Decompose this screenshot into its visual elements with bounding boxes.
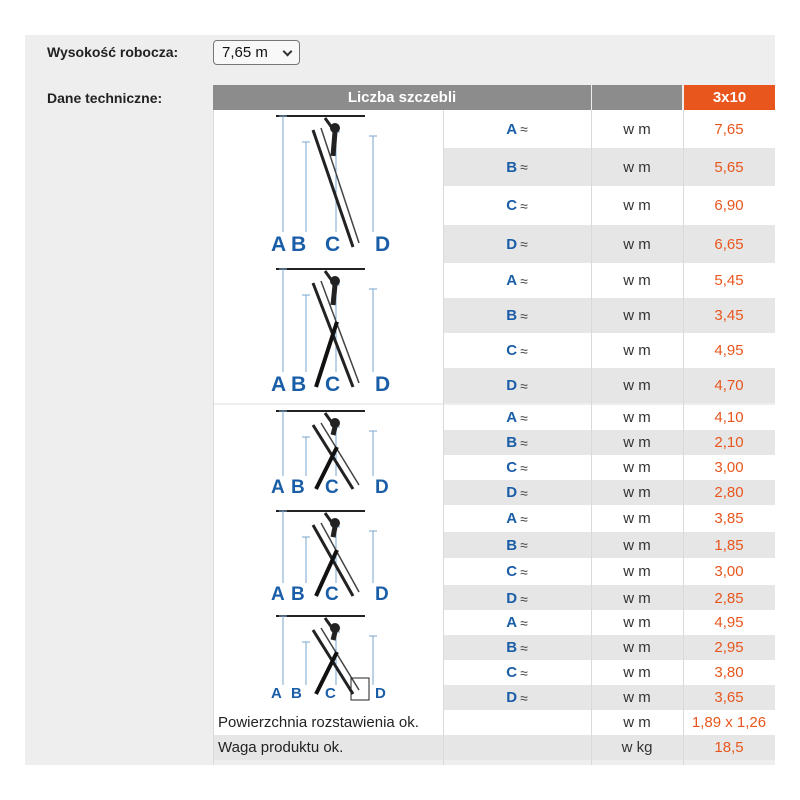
unit-cell: w m bbox=[623, 689, 651, 706]
dimension-letter: B bbox=[506, 307, 518, 324]
col-sep-1 bbox=[213, 110, 214, 765]
approx-sign: ≈ bbox=[520, 377, 528, 394]
diagram-letter-b: B bbox=[291, 584, 305, 605]
diagram-letter-a: A bbox=[271, 477, 285, 498]
approx-sign: ≈ bbox=[520, 639, 528, 656]
table-row bbox=[443, 430, 775, 455]
value-cell: 4,95 bbox=[714, 614, 744, 631]
col-sep-3 bbox=[591, 110, 592, 765]
approx-sign: ≈ bbox=[520, 197, 528, 214]
dimension-label bbox=[443, 298, 591, 333]
table-row bbox=[443, 585, 775, 612]
dimension-letter: C bbox=[506, 197, 518, 214]
diagram-letter-d: D bbox=[375, 233, 391, 256]
footer-value: 1,89 x 1,26 bbox=[691, 714, 767, 731]
diagram-letter-d: D bbox=[375, 584, 389, 605]
approx-sign: ≈ bbox=[520, 459, 528, 476]
dimension-label bbox=[443, 263, 591, 298]
table-row bbox=[443, 505, 775, 532]
ladder-illustration-icon bbox=[213, 110, 443, 263]
value-cell: 3,45 bbox=[714, 307, 744, 324]
unit-cell: w m bbox=[623, 484, 651, 501]
diagram-letter-b: B bbox=[291, 477, 305, 498]
dimension-label bbox=[443, 660, 591, 685]
table-row bbox=[443, 660, 775, 685]
diagram-letter-b: B bbox=[291, 373, 307, 396]
table-row bbox=[443, 610, 775, 635]
value-cell: 6,90 bbox=[714, 197, 744, 214]
unit-cell: w m bbox=[623, 235, 651, 253]
diagram-letter-d: D bbox=[375, 373, 391, 396]
dimension-letter: D bbox=[506, 590, 518, 607]
ladder-illustration-icon bbox=[213, 263, 443, 403]
table-row bbox=[443, 333, 775, 368]
approx-sign: ≈ bbox=[520, 236, 528, 252]
unit-cell: w m bbox=[623, 342, 651, 359]
diagram-letter-d: D bbox=[375, 477, 389, 498]
table-row bbox=[443, 110, 775, 148]
dimension-label bbox=[443, 186, 591, 225]
table-row bbox=[443, 558, 775, 585]
footer-text: Powierzchnia rozstawienia ok. bbox=[218, 714, 419, 731]
approx-sign: ≈ bbox=[520, 484, 528, 501]
value-cell: 5,45 bbox=[714, 272, 744, 289]
dimension-letter: A bbox=[506, 510, 518, 527]
unit-cell: w m bbox=[623, 307, 651, 324]
table-row bbox=[443, 685, 775, 710]
dimension-label bbox=[443, 455, 591, 480]
diagram-letter-c: C bbox=[325, 373, 341, 396]
table-row bbox=[443, 225, 775, 263]
unit-cell: w m bbox=[623, 272, 651, 289]
diagram-letter-c: C bbox=[325, 584, 339, 605]
footer-value: 18,5 bbox=[714, 739, 744, 756]
chevron-down-icon bbox=[283, 47, 293, 57]
approx-sign: ≈ bbox=[520, 664, 528, 681]
dimension-label bbox=[443, 610, 591, 635]
dimension-letter: C bbox=[506, 342, 518, 359]
unit-cell: w m bbox=[623, 459, 651, 476]
diagram-letter-a: A bbox=[271, 685, 282, 702]
value-cell: 4,10 bbox=[714, 409, 744, 426]
approx-sign: ≈ bbox=[520, 342, 528, 359]
approx-sign: ≈ bbox=[520, 434, 528, 451]
approx-sign: ≈ bbox=[520, 590, 528, 607]
approx-sign: ≈ bbox=[520, 272, 528, 289]
dimension-label bbox=[443, 505, 591, 532]
dimension-letter: A bbox=[506, 614, 518, 631]
diagram-letter-a: A bbox=[271, 584, 285, 605]
approx-sign: ≈ bbox=[520, 159, 528, 175]
diagram-letter-b: B bbox=[291, 233, 307, 256]
footer-row bbox=[213, 735, 775, 760]
value-cell: 2,10 bbox=[714, 434, 744, 451]
unit-cell: w m bbox=[623, 434, 651, 451]
ladder-illustration-icon bbox=[213, 405, 443, 505]
unit-cell: w m bbox=[623, 590, 651, 607]
approx-sign: ≈ bbox=[520, 537, 528, 553]
approx-sign: ≈ bbox=[520, 121, 528, 137]
table-row bbox=[443, 263, 775, 298]
dimension-letter: C bbox=[506, 459, 518, 476]
value-cell: 3,80 bbox=[714, 664, 744, 681]
unit-cell: w m bbox=[623, 120, 651, 138]
dimension-label bbox=[443, 405, 591, 430]
unit-cell: w m bbox=[623, 409, 651, 426]
working-height-select[interactable] bbox=[213, 40, 300, 65]
dimension-letter: B bbox=[506, 639, 518, 656]
header-model: 3x10 bbox=[684, 85, 775, 110]
table-row bbox=[443, 480, 775, 505]
footer-text: Waga produktu ok. bbox=[218, 739, 344, 756]
dimension-label bbox=[443, 110, 591, 148]
value-cell: 2,80 bbox=[714, 484, 744, 501]
table-row bbox=[443, 532, 775, 558]
footer-unit: w m bbox=[623, 714, 651, 731]
ladder-illustration-icon bbox=[213, 505, 443, 612]
dimension-label bbox=[443, 532, 591, 558]
value-cell: 5,65 bbox=[714, 158, 744, 176]
dimension-letter: C bbox=[506, 664, 518, 681]
dimension-letter: D bbox=[506, 377, 518, 394]
dimension-letter: C bbox=[506, 563, 518, 580]
value-cell: 2,85 bbox=[714, 590, 744, 607]
diagram-letter-d: D bbox=[375, 685, 386, 702]
unit-cell: w m bbox=[623, 536, 651, 554]
unit-cell: w m bbox=[623, 197, 651, 214]
dimension-label bbox=[443, 225, 591, 263]
dimension-label bbox=[443, 368, 591, 403]
value-cell: 6,65 bbox=[714, 235, 744, 253]
diagram-letter-a: A bbox=[271, 233, 287, 256]
ladder-diagram-5 bbox=[213, 610, 443, 710]
dimension-letter: B bbox=[506, 434, 518, 451]
table-row bbox=[443, 635, 775, 660]
value-cell: 1,85 bbox=[714, 536, 744, 554]
dimension-label bbox=[443, 635, 591, 660]
diagram-letter-b: B bbox=[291, 685, 302, 702]
unit-cell: w m bbox=[623, 377, 651, 394]
col-sep-2 bbox=[443, 110, 444, 765]
tech-data-label: Dane techniczne: bbox=[47, 90, 163, 106]
working-height-value: 7,65 m bbox=[222, 44, 268, 61]
dimension-label bbox=[443, 685, 591, 710]
value-cell: 3,00 bbox=[714, 563, 744, 580]
value-cell: 4,95 bbox=[714, 342, 744, 359]
dimension-letter: D bbox=[506, 484, 518, 501]
value-cell: 2,95 bbox=[714, 639, 744, 656]
dimension-letter: D bbox=[506, 235, 518, 253]
dimension-label bbox=[443, 585, 591, 612]
dimension-label bbox=[443, 558, 591, 585]
table-row bbox=[443, 298, 775, 333]
header-blank bbox=[592, 85, 682, 110]
ladder-diagram-3 bbox=[213, 405, 443, 505]
working-height-label: Wysokość robocza: bbox=[47, 44, 179, 60]
dimension-letter: A bbox=[506, 409, 518, 426]
table-row bbox=[443, 186, 775, 225]
diagram-letter-c: C bbox=[325, 233, 341, 256]
diagram-letter-c: C bbox=[325, 685, 336, 702]
table-row bbox=[443, 148, 775, 186]
dimension-letter: B bbox=[506, 536, 518, 554]
dimension-label bbox=[443, 148, 591, 186]
footer-unit: w kg bbox=[621, 739, 653, 756]
col-sep-4 bbox=[683, 110, 684, 765]
diagram-letter-c: C bbox=[325, 477, 339, 498]
approx-sign: ≈ bbox=[520, 689, 528, 706]
tech-table bbox=[213, 85, 775, 765]
unit-cell: w m bbox=[623, 510, 651, 527]
table-row bbox=[443, 455, 775, 480]
value-cell: 3,00 bbox=[714, 459, 744, 476]
value-cell: 3,85 bbox=[714, 510, 744, 527]
value-cell: 7,65 bbox=[714, 120, 744, 138]
unit-cell: w m bbox=[623, 563, 651, 580]
value-cell: 3,65 bbox=[714, 689, 744, 706]
table-row bbox=[443, 368, 775, 403]
ladder-diagram-2 bbox=[213, 263, 443, 403]
dimension-label bbox=[443, 430, 591, 455]
footer-row bbox=[213, 710, 775, 735]
diagram-letter-a: A bbox=[271, 373, 287, 396]
table-row bbox=[443, 405, 775, 430]
unit-cell: w m bbox=[623, 158, 651, 176]
approx-sign: ≈ bbox=[520, 307, 528, 324]
unit-cell: w m bbox=[623, 639, 651, 656]
approx-sign: ≈ bbox=[520, 409, 528, 426]
approx-sign: ≈ bbox=[520, 563, 528, 580]
value-cell: 4,70 bbox=[714, 377, 744, 394]
dimension-letter: B bbox=[506, 158, 518, 176]
ladder-diagram-1 bbox=[213, 110, 443, 263]
dimension-label bbox=[443, 480, 591, 505]
dimension-label bbox=[443, 333, 591, 368]
unit-cell: w m bbox=[623, 614, 651, 631]
dimension-letter: A bbox=[506, 120, 518, 138]
approx-sign: ≈ bbox=[520, 510, 528, 527]
dimension-letter: A bbox=[506, 272, 518, 289]
unit-cell: w m bbox=[623, 664, 651, 681]
ladder-diagram-4 bbox=[213, 505, 443, 612]
ladder-illustration-icon bbox=[213, 610, 443, 710]
header-rungs-title: Liczba szczebli bbox=[213, 85, 591, 110]
approx-sign: ≈ bbox=[520, 614, 528, 631]
dimension-letter: D bbox=[506, 689, 518, 706]
